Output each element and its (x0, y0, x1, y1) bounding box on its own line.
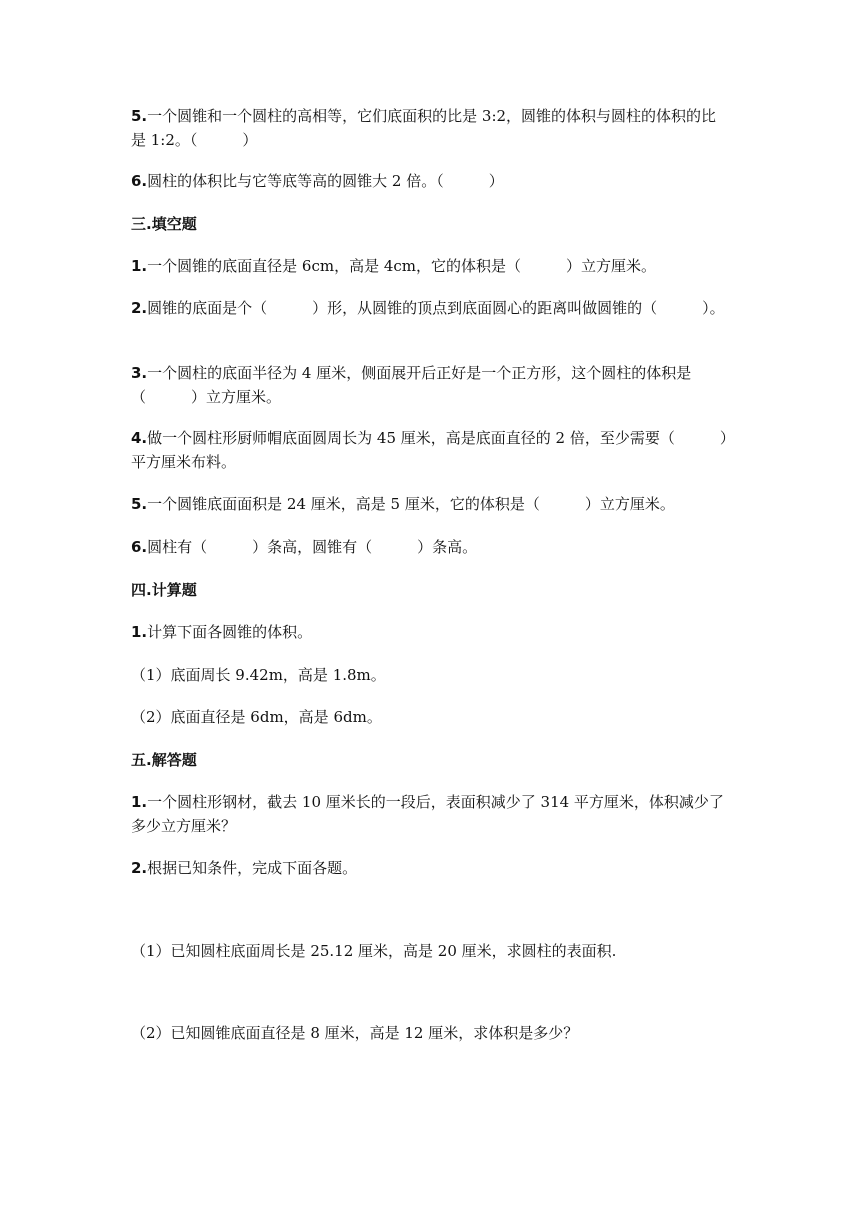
section-title-solve: 五.解答题 (131, 751, 197, 769)
calc-subitem-1: （1）底面周长 9.42m，高是 1.8m。 (131, 666, 386, 684)
solve-subitem-1: （1）已知圆柱底面周长是 25.12 厘米，高是 20 厘米，求圆柱的表面积. (131, 942, 617, 960)
judge-item-5: 5.一个圆锥和一个圆柱的高相等，它们底面积的比是 3:2，圆锥的体积与圆柱的体积的比是 1:2。（ ） (131, 107, 717, 149)
fill-item-4: 4.做一个圆柱形厨师帽底面圆周长为 45 厘米，高是底面直径的 2 倍，至少需要（ ）平方厘米布料。 (131, 429, 728, 471)
fill-item-1: 1.一个圆锥的底面直径是 6cm，高是 4cm，它的体积是（ ）立方厘米。 (131, 257, 657, 275)
fill-item-2: 2.圆锥的底面是个（ ）形，从圆锥的顶点到底面圆心的距离叫做圆锥的（ ）。 (131, 299, 725, 317)
judge-item-6: 6.圆柱的体积比与它等底等高的圆锥大 2 倍。（ ） (131, 172, 504, 190)
solve-item-1: 1.一个圆柱形钢材，截去 10 厘米长的一段后，表面积减少了 314 平方厘米，体积减少了多少立方厘米？ (131, 793, 724, 835)
section-title-fill-blank: 三.填空题 (131, 215, 197, 233)
fill-item-6: 6.圆柱有（ ）条高，圆锥有（ ）条高。 (131, 538, 478, 556)
solve-subitem-2: （2）已知圆锥底面直径是 8 厘米，高是 12 厘米，求体积是多少？ (131, 1024, 579, 1042)
calc-item-1: 1.计算下面各圆锥的体积。 (131, 623, 313, 641)
calc-subitem-2: （2）底面直径是 6dm，高是 6dm。 (131, 708, 382, 726)
solve-item-2: 2.根据已知条件，完成下面各题。 (131, 859, 358, 877)
section-title-calc: 四.计算题 (131, 581, 197, 599)
fill-item-5: 5.一个圆锥底面面积是 24 厘米，高是 5 厘米，它的体积是（ ）立方厘米。 (131, 495, 675, 513)
fill-item-3: 3.一个圆柱的底面半径为 4 厘米，侧面展开后正好是一个正方形，这个圆柱的体积是（ ）立方厘米。 (131, 364, 692, 406)
